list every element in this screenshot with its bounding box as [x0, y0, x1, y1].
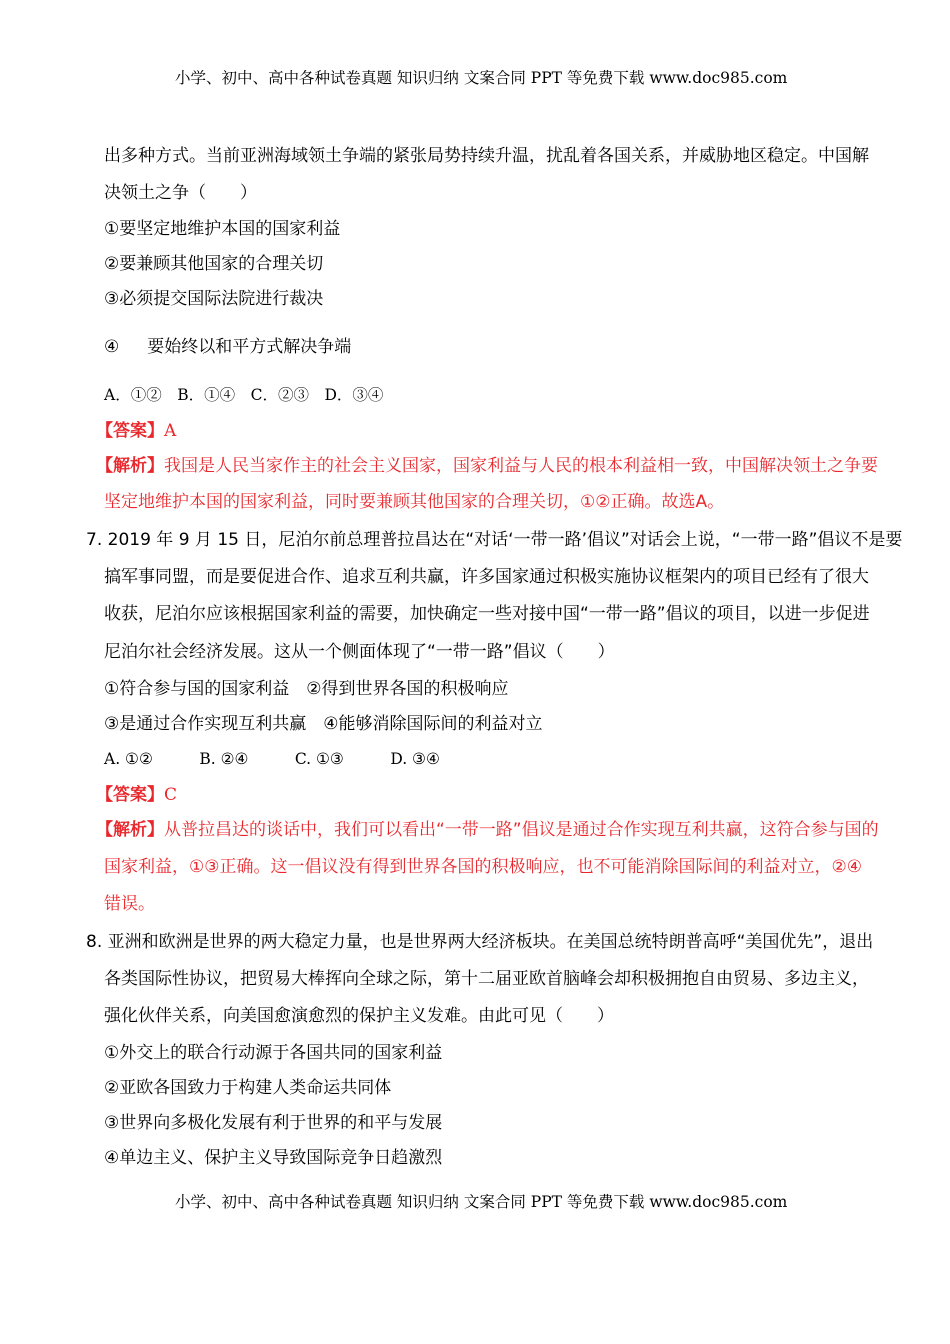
q7-analysis-line: [96, 819, 879, 841]
answer-value: C: [164, 785, 178, 805]
page-footer: 小学、初中、高中各种试卷真题 知识归纳 文案合同 PPT 等免费下载 www.doc985.com: [175, 1193, 788, 1211]
q6-stem-line: 出多种方式。当前亚洲海域领土争端的紧张局势持续升温，扰乱着各国关系，并威胁地区稳定。中国解: [104, 146, 869, 166]
q7-options-line: ①符合参与国的国家利益 ②得到世界各国的积极响应: [104, 679, 509, 699]
q7-choices: A. ①② B. ②④ C. ①③ D. ③④: [104, 750, 440, 768]
analysis-tag: 【解析】: [96, 820, 164, 840]
q7-stem-line: 搞军事同盟，而是要促进合作、追求互利共赢，许多国家通过积极实施协议框架内的项目已经有了很大: [104, 567, 869, 587]
answer-tag: 【答案】: [96, 421, 164, 441]
analysis-tag: 【解析】: [96, 456, 164, 476]
q8-stem-line: 8. 亚洲和欧洲是世界的两大稳定力量，也是世界两大经济板块。在美国总统特朗普高呼“美国优先”，退出: [86, 932, 874, 952]
page-header: 小学、初中、高中各种试卷真题 知识归纳 文案合同 PPT 等免费下载 www.doc985.com: [175, 69, 788, 87]
answer-tag: 【答案】: [96, 785, 164, 805]
q8-option: ④单边主义、保护主义导致国际竞争日趋激烈: [104, 1148, 443, 1168]
q7-analysis-line: 错误。: [104, 894, 155, 914]
answer-value: A: [164, 421, 177, 441]
q8-option: ②亚欧各国致力于构建人类命运共同体: [104, 1078, 392, 1098]
analysis-text: 我国是人民当家作主的社会主义国家，国家利益与人民的根本利益相一致，中国解决领土之争要: [164, 456, 878, 476]
q7-stem-line: 尼泊尔社会经济发展。这从一个侧面体现了“一带一路”倡议（ ）: [104, 642, 615, 662]
q6-option: ①要坚定地维护本国的国家利益: [104, 219, 341, 239]
q6-option: [104, 336, 351, 358]
q7-stem-line: 收获，尼泊尔应该根据国家利益的需要，加快确定一些对接中国“一带一路”倡议的项目，以进一步促进: [104, 604, 870, 624]
q6-stem-line: 决领土之争（ ）: [104, 183, 257, 203]
q7-answer: [96, 784, 177, 806]
q6-choices: A．①② B．①④ C．②③ D．③④: [104, 386, 384, 404]
q8-option: ③世界向多极化发展有利于世界的和平与发展: [104, 1113, 443, 1133]
q6-answer: [96, 420, 176, 442]
q6-option: ②要兼顾其他国家的合理关切: [104, 254, 324, 274]
q6-option: ③必须提交国际法院进行裁决: [104, 289, 324, 309]
q8-stem-line: 各类国际性协议，把贸易大棒挥向全球之际，第十二届亚欧首脑峰会却积极拥抱自由贸易、多边主义，: [104, 969, 869, 989]
q6-option-text: 要始终以和平方式解决争端: [147, 337, 352, 357]
q6-analysis-line: 坚定地维护本国的国家利益，同时要兼顾其他国家的合理关切，①②正确。故选A。: [104, 492, 725, 512]
analysis-text: 从普拉昌达的谈话中，我们可以看出“一带一路”倡议是通过合作实现互利共赢，这符合参与国的: [164, 820, 879, 840]
q8-option: ①外交上的联合行动源于各国共同的国家利益: [104, 1043, 443, 1063]
q7-options-line: ③是通过合作实现互利共赢 ④能够消除国际间的利益对立: [104, 714, 543, 734]
q7-stem-line: 7. 2019 年 9 月 15 日，尼泊尔前总理普拉昌达在“对话‘一带一路’倡议”对话会上说，“一带一路”倡议不是要: [86, 530, 903, 550]
q6-analysis-line: [96, 455, 878, 477]
q6-option-number: ④: [104, 337, 120, 357]
q7-analysis-line: 国家利益，①③正确。这一倡议没有得到世界各国的积极响应，也不可能消除国际间的利益对立，②④: [104, 857, 862, 877]
q8-stem-line: 强化伙伴关系，向美国愈演愈烈的保护主义发难。由此可见（ ）: [104, 1006, 614, 1026]
